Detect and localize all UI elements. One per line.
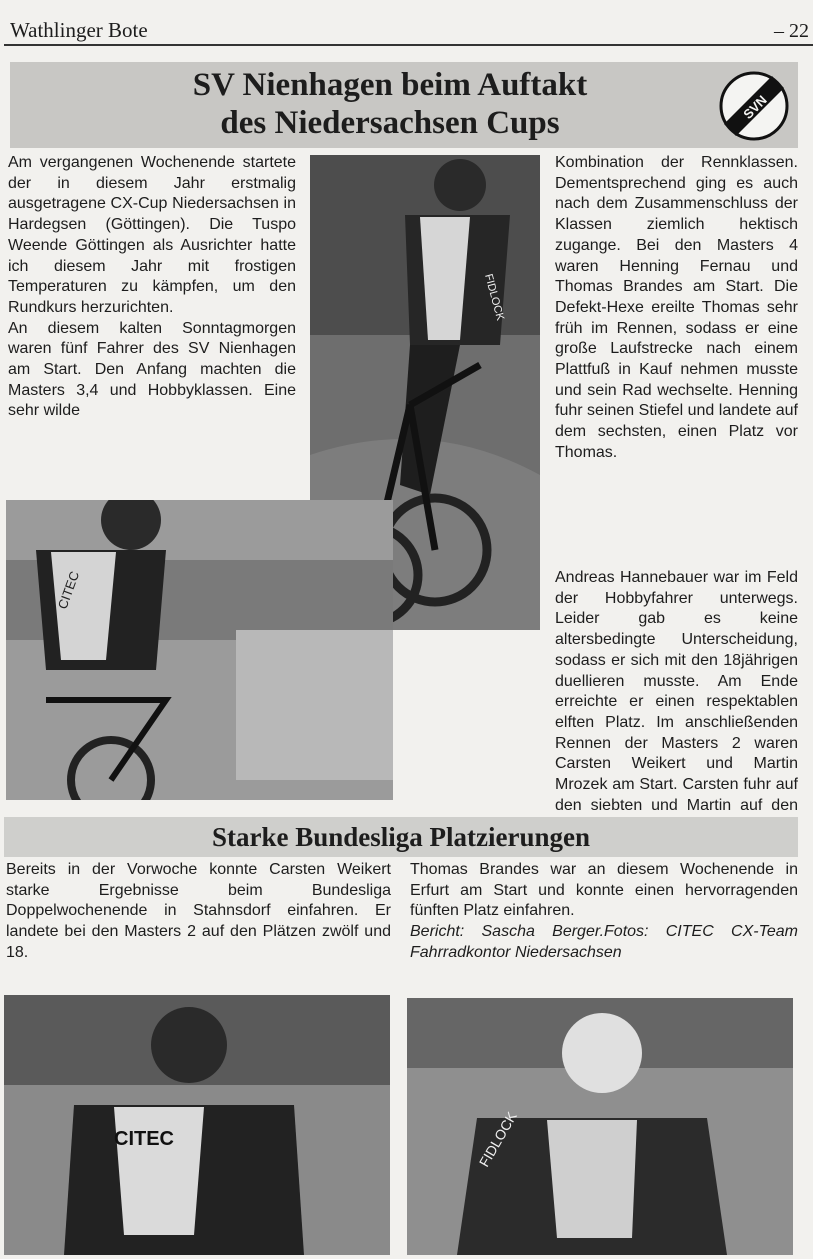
club-logo — [718, 70, 790, 142]
paragraph: Thomas Brandes war an diesem Wochenende in Erfurt am Start und konnte einen hervorragenden fünften Platz einfahren. — [410, 861, 798, 920]
photo-credit: Bericht: Sascha Berger.Fotos: CITEC CX-Team Fahrradkontor Niedersachsen — [410, 923, 798, 961]
logo-text: SVN — [740, 92, 770, 122]
jersey-label: CITEC — [54, 569, 83, 612]
page-number: – 22 — [774, 20, 809, 42]
article-headline: Starke Bundesliga Platzierungen — [211, 822, 590, 852]
cyclist-photo-bottom-left — [4, 995, 390, 1255]
article-headline — [90, 66, 690, 142]
jersey-label: FIDLOCK — [475, 1108, 520, 1170]
paragraph: Bereits in der Vorwoche konnte Carsten Weikert starke Ergebnisse beim Bundesliga Doppelwochenende in Stahnsdorf einfahren. Er landete bei den Masters 2 auf den Plätzen zwölf und 18. — [6, 861, 391, 961]
article2-right-column — [410, 860, 798, 964]
paragraph: Andreas Hannebauer war im Feld der Hobbyfahrer unterwegs. Leider gab es keine altersbedingte Unterscheidung, sodass er sich mit den 18jährigen duellieren musste. Am Ende erreichte er einen respektablen elften Platz. Im anschließenden Rennen der Masters 2 waren Carsten Weikert und Martin Mrozek am Start. Carsten fuhr auf den siebten und Martin auf den — [555, 569, 798, 814]
headline-line-2: des Niedersachsen Cups — [220, 105, 560, 141]
paragraph: An diesem kalten Sonntagmorgen waren fünf Fahrer des SV Nienhagen am Start. Den Anfang machten die Masters 3,4 und Hobbyklassen. Eine sehr wilde — [8, 319, 296, 420]
headline-line-1: SV Nienhagen beim Auftakt — [192, 67, 588, 103]
article2-left-column — [6, 860, 391, 964]
cyclist-photo-left — [6, 500, 393, 800]
jersey-label: CITEC — [114, 1128, 174, 1150]
cyclist-photo-bottom-right — [407, 998, 793, 1255]
jersey-label: FIDLOCK — [482, 272, 507, 322]
article-left-column — [8, 153, 296, 422]
article-right-column-lower — [555, 568, 798, 837]
header-rule — [4, 44, 813, 46]
publication-name: Wathlinger Bote — [10, 18, 148, 42]
paragraph: Am vergangenen Wochenende startete der in diesem Jahr erstmalig ausgetragene CX-Cup Niedersachsen in Hardegsen (Göttingen). Die Tuspo Weende Göttingen als Ausrichter hatte ich diesem Jahr mit frostigen Temperaturen zu kämpfen, um den Rundkurs herzurichten. — [8, 154, 296, 316]
article-right-column — [555, 153, 798, 464]
paragraph: Kombination der Rennklassen. Dementsprechend ging es auch nach dem Zusammenschluss der Klassen ziemlich hektisch zugange. Bei den Masters 4 waren Henning Fernau und Thomas Brandes am Start. Die Defekt-Hexe ereilte Thomas sehr früh im Rennen, sodass er eine große Laufstrecke nach einem Plattfuß in Kauf nehmen musste und sein Rad wechselte. Henning fuhr seinen Stiefel und landete auf dem sechsten, einen Platz vor Thomas. — [555, 154, 798, 461]
